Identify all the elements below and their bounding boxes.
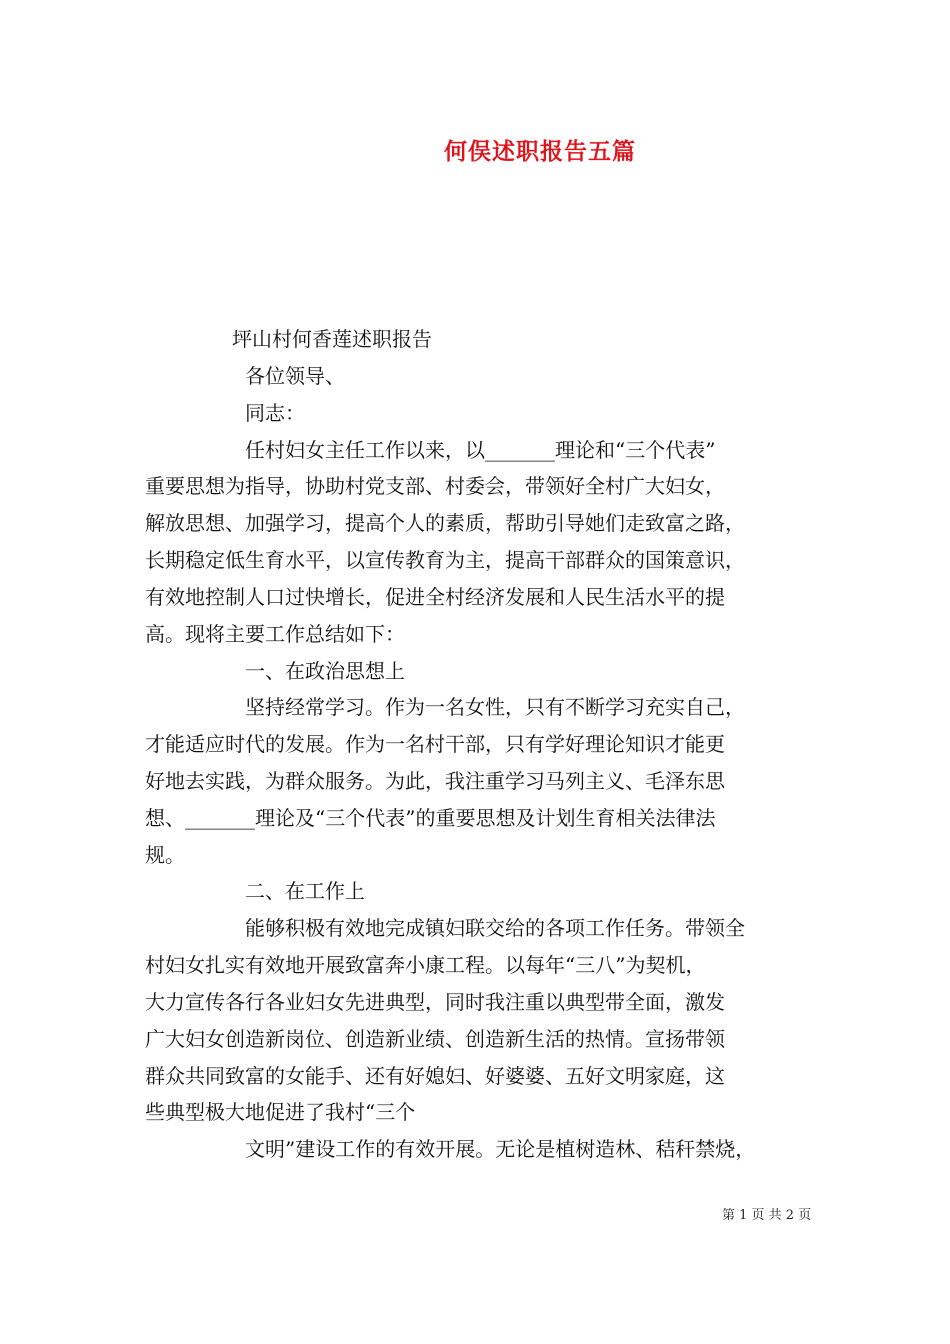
body-line: 能够积极有效地完成镇妇联交给的各项工作任务。带领全: [245, 916, 745, 940]
body-line: 高。现将主要工作总结如下：: [145, 622, 405, 646]
body-line: 群众共同致富的女能手、还有好媳妇、好婆婆、五好文明家庭，这: [145, 1064, 725, 1088]
body-line: 有效地控制人口过快增长，促进全村经济发展和人民生活水平的提: [145, 585, 725, 609]
body-line: 村妇女扎实有效地开展致富奔小康工程。以每年“三八”为契机，: [145, 953, 706, 977]
body-line: 坚持经常学习。作为一名女性，只有不断学习充实自己，: [245, 695, 745, 719]
page-number: 第 1 页 共 2 页: [722, 1208, 812, 1223]
body-line: 广大妇女创造新岗位、创造新业绩、创造新生活的热情。宣扬带领: [145, 1027, 725, 1051]
body-line: 各位领导、: [245, 364, 345, 388]
body-line: 些典型极大地促进了我村“三个: [145, 1100, 416, 1124]
section-heading: 一、在政治思想上: [245, 659, 405, 683]
page-title: 何俣述职报告五篇: [444, 138, 636, 165]
body-line: 想、_______理论及“三个代表”的重要思想及计划生育相关法律法: [145, 806, 716, 830]
body-line: 任村妇女主任工作以来，以_______理论和“三个代表”: [245, 438, 716, 462]
body-line: 解放思想、加强学习，提高个人的素质，帮助引导她们走致富之路，: [145, 511, 745, 535]
body-line: 好地去实践，为群众服务。为此，我注重学习马列主义、毛泽东思: [145, 769, 725, 793]
body-line: 才能适应时代的发展。作为一名村干部，只有学好理论知识才能更: [145, 732, 725, 756]
section-heading: 二、在工作上: [245, 879, 365, 903]
body-line: 坪山村何香莲述职报告: [232, 327, 432, 351]
body-line: 大力宣传各行各业妇女先进典型，同时我注重以典型带全面，激发: [145, 990, 725, 1014]
body-line: 同志：: [245, 401, 305, 425]
body-line: 重要思想为指导，协助村党支部、村委会，带领好全村广大妇女，: [145, 474, 725, 498]
body-line: 长期稳定低生育水平，以宣传教育为主，提高干部群众的国策意识，: [145, 548, 745, 572]
body-line: 规。: [145, 843, 185, 867]
body-line: 文明”建设工作的有效开展。无论是植树造林、秸秆禁烧，: [245, 1137, 756, 1161]
